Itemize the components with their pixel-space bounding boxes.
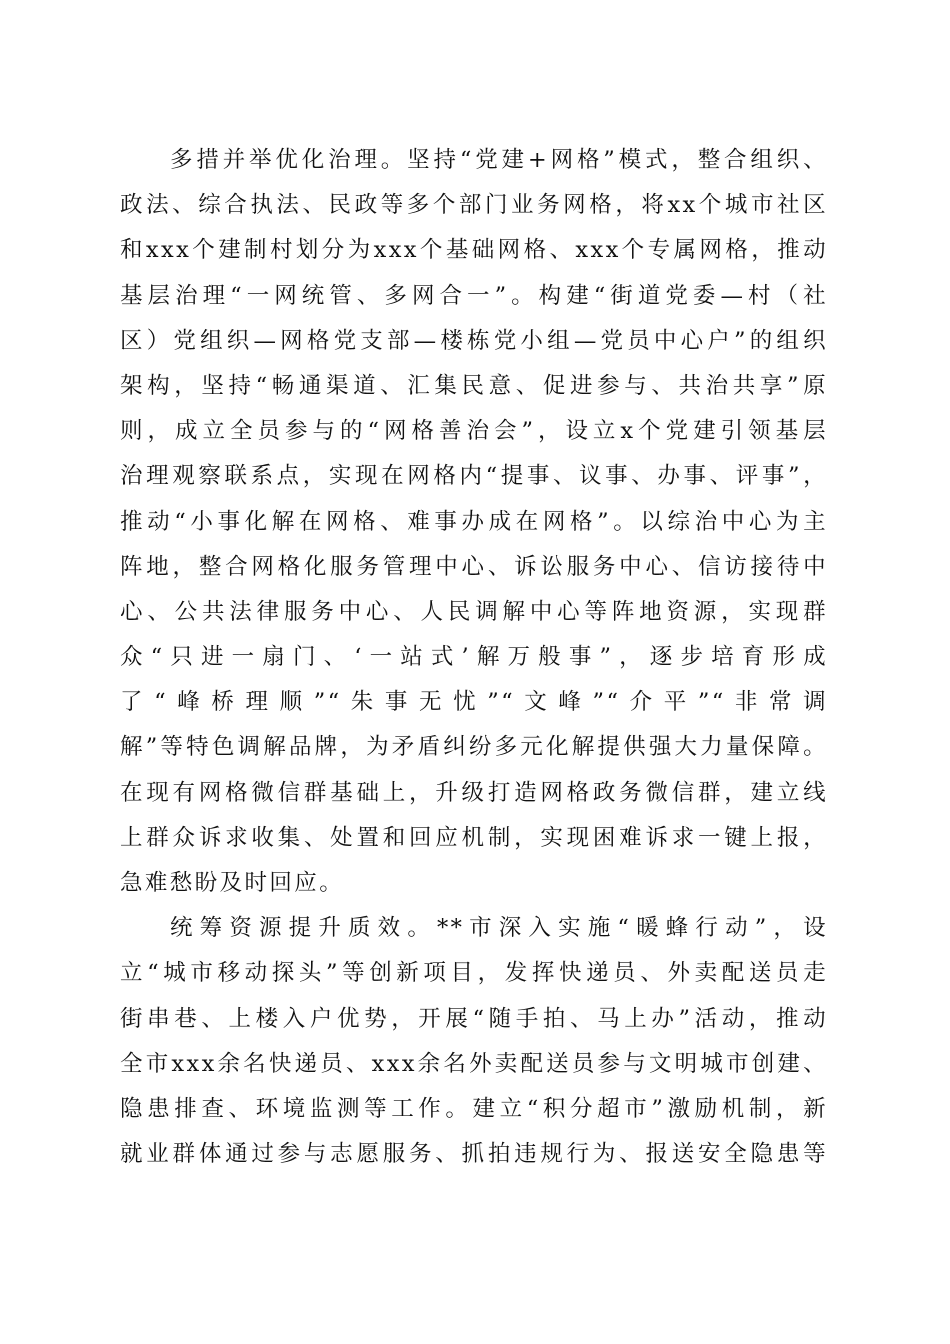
text-line: 阵地，整合网格化服务管理中心、诉讼服务中心、信访接待中 — [120, 553, 828, 580]
text-line: 全市xxx余名快递员、xxx余名外卖配送员参与文明城市创建、 — [120, 1050, 828, 1077]
text-line: 上群众诉求收集、处置和回应机制，实现困难诉求一键上报， — [120, 824, 828, 851]
paragraph-governance — [120, 138, 828, 906]
document-body — [120, 138, 828, 1177]
text-line: 在现有网格微信群基础上，升级打造网格政务微信群，建立线 — [120, 779, 828, 806]
text-line: 则，成立全员参与的“网格善治会”，设立x个党建引领基层 — [120, 418, 828, 445]
text-line: 基层治理“一网统管、多网合一”。构建“街道党委—村（社 — [120, 282, 828, 309]
text-line: 立“城市移动探头”等创新项目，发挥快递员、外卖配送员走 — [120, 960, 828, 987]
text-line: 了“峰桥理顺”“朱事无忧”“文峰”“介平”“非常调 — [120, 689, 828, 716]
text-line: 治理观察联系点，实现在网格内“提事、议事、办事、评事”， — [120, 463, 828, 490]
text-line: 街串巷、上楼入户优势，开展“随手拍、马上办”活动，推动 — [120, 1005, 828, 1032]
text-line: 就业群体通过参与志愿服务、抓拍违规行为、报送安全隐患等 — [120, 1141, 828, 1168]
text-line: 和xxx个建制村划分为xxx个基础网格、xxx个专属网格，推动 — [120, 237, 828, 264]
paragraph-resources — [120, 906, 828, 1177]
text-line: 解”等特色调解品牌，为矛盾纠纷多元化解提供强大力量保障。 — [120, 734, 828, 761]
text-line: 多措并举优化治理。坚持“党建+网格”模式，整合组织、 — [170, 147, 828, 173]
text-line: 统筹资源提升质效。**市深入实施“暖蜂行动”，设 — [170, 915, 828, 942]
text-line: 区）党组织—网格党支部—楼栋党小组—党员中心户”的组织 — [120, 327, 828, 354]
text-line: 心、公共法律服务中心、人民调解中心等阵地资源，实现群 — [120, 598, 828, 625]
text-line: 急难愁盼及时回应。 — [120, 870, 345, 896]
text-line: 政法、综合执法、民政等多个部门业务网格，将xx个城市社区 — [120, 192, 828, 219]
text-line: 推动“小事化解在网格、难事办成在网格”。以综治中心为主 — [120, 508, 828, 535]
text-line: 众“只进一扇门、‘一站式’解万般事”，逐步培育形成 — [120, 644, 828, 671]
text-line: 架构，坚持“畅通渠道、汇集民意、促进参与、共治共享”原 — [120, 372, 828, 399]
text-line: 隐患排查、环境监测等工作。建立“积分超市”激励机制，新 — [120, 1095, 828, 1122]
